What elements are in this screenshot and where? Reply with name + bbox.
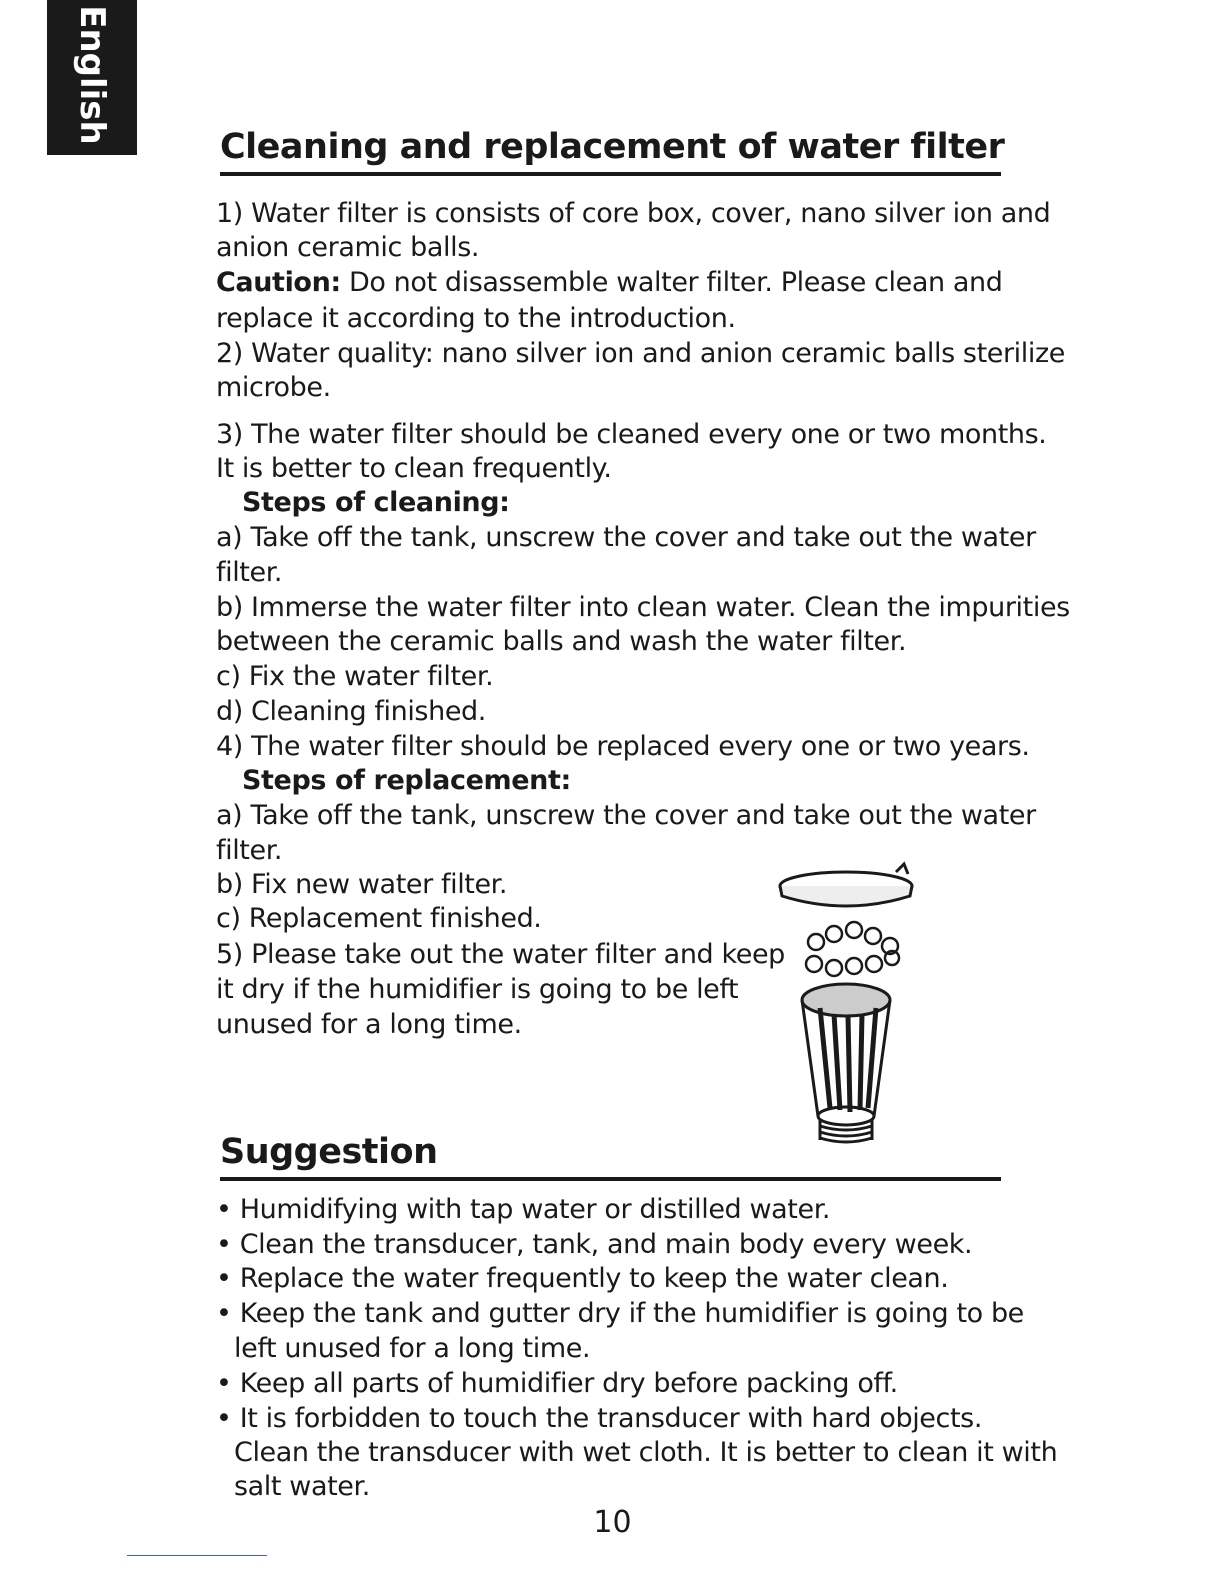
caution-text: Do not disassemble walter filter. Please clean and bbox=[340, 267, 1003, 298]
title-underline bbox=[220, 172, 1001, 176]
suggestion-item-continued: salt water. bbox=[234, 1471, 370, 1502]
paragraph-line: 5) Please take out the water filter and keep bbox=[216, 939, 785, 970]
paragraph-line: a) Take off the tank, unscrew the cover and take out the water bbox=[216, 522, 1036, 553]
caution-label: Caution: bbox=[216, 267, 341, 298]
title-underline bbox=[220, 1177, 1001, 1181]
paragraph-line: microbe. bbox=[216, 372, 331, 403]
suggestion-item: • Keep the tank and gutter dry if the humidifier is going to be bbox=[216, 1298, 1024, 1329]
paragraph-line: b) Immerse the water filter into clean water. Clean the impurities bbox=[216, 592, 1070, 623]
suggestion-item-continued: left unused for a long time. bbox=[234, 1333, 591, 1364]
paragraph-line: c) Fix the water filter. bbox=[216, 661, 494, 692]
paragraph-line: 3) The water filter should be cleaned every one or two months. bbox=[216, 419, 1047, 450]
suggestion-item: • Humidifying with tap water or distilled water. bbox=[216, 1194, 831, 1225]
paragraph-line: a) Take off the tank, unscrew the cover and take out the water bbox=[216, 800, 1036, 831]
section-title-suggestion: Suggestion bbox=[220, 1132, 438, 1172]
suggestion-item: • Clean the transducer, tank, and main body every week. bbox=[216, 1229, 973, 1260]
suggestion-item-continued: Clean the transducer with wet cloth. It is better to clean it with bbox=[234, 1437, 1058, 1468]
language-tab-label: English bbox=[72, 5, 112, 145]
paragraph-line: anion ceramic balls. bbox=[216, 232, 480, 263]
paragraph-line: between the ceramic balls and wash the water filter. bbox=[216, 626, 907, 657]
paragraph-line: 4) The water filter should be replaced every one or two years. bbox=[216, 731, 1030, 762]
page-number: 10 bbox=[593, 1505, 632, 1540]
paragraph-line: it dry if the humidifier is going to be left bbox=[216, 974, 739, 1005]
section-title-water-filter: Cleaning and replacement of water filter bbox=[220, 127, 1005, 167]
steps-replacement-heading: Steps of replacement: bbox=[242, 765, 571, 796]
footer-divider bbox=[127, 1555, 267, 1556]
paragraph-line: c) Replacement finished. bbox=[216, 903, 542, 934]
paragraph-line: filter. bbox=[216, 557, 283, 588]
caution-line bbox=[216, 266, 1003, 300]
paragraph-line: replace it according to the introduction. bbox=[216, 303, 736, 334]
suggestion-item: • Keep all parts of humidifier dry before packing off. bbox=[216, 1368, 898, 1399]
paragraph-line: b) Fix new water filter. bbox=[216, 869, 508, 900]
paragraph-line: unused for a long time. bbox=[216, 1009, 522, 1040]
paragraph-line: d) Cleaning finished. bbox=[216, 696, 486, 727]
water-filter-exploded-icon bbox=[758, 858, 928, 1153]
paragraph-line: filter. bbox=[216, 835, 283, 866]
steps-cleaning-heading: Steps of cleaning: bbox=[242, 487, 510, 518]
language-tab bbox=[47, 0, 137, 155]
paragraph-line: It is better to clean frequently. bbox=[216, 453, 612, 484]
paragraph-line: 2) Water quality: nano silver ion and anion ceramic balls sterilize bbox=[216, 338, 1065, 369]
suggestion-item: • It is forbidden to touch the transducer with hard objects. bbox=[216, 1403, 983, 1434]
suggestion-item: • Replace the water frequently to keep the water clean. bbox=[216, 1263, 949, 1294]
paragraph-line: 1) Water filter is consists of core box, cover, nano silver ion and bbox=[216, 198, 1051, 229]
